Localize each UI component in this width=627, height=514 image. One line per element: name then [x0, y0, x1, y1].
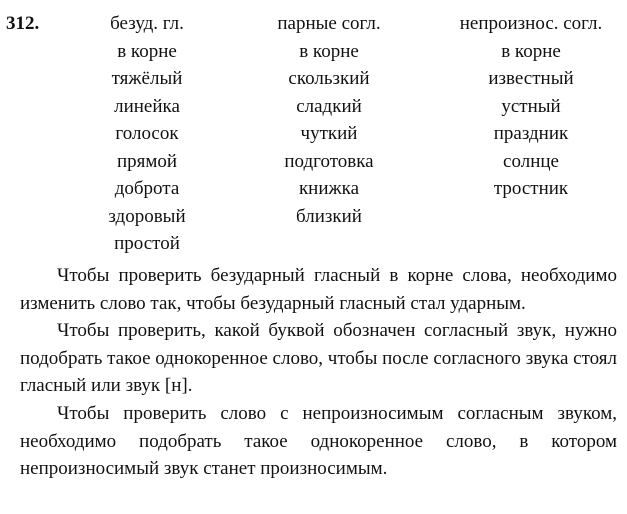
word-item: книжка — [298, 178, 360, 199]
rule-paired-consonant: Чтобы проверить, какой буквой обозначен согласный звук, нужно подобрать такое однокоренное слово, чтобы после согласного звука стоял гласный или звук [н]. — [20, 320, 617, 397]
column-header: непроизнос. согл. — [459, 13, 603, 34]
word-item: подготовка — [284, 150, 374, 172]
word-item: скользкий — [288, 68, 370, 89]
column-unstressed-vowels — [82, 10, 212, 258]
word-item: близкий — [296, 205, 362, 227]
word-item: чуткий — [300, 123, 358, 144]
word-item: прямой — [116, 150, 178, 172]
word-item: известный — [488, 68, 574, 89]
word-item: простой — [114, 233, 180, 254]
column-silent-consonants — [440, 10, 622, 203]
rule-unstressed-vowel: Чтобы проверить безударный гласный в корне слова, необходимо изменить слово так, чтобы безударный гласный стал ударным. — [20, 265, 617, 314]
column-header-subline: в корне — [501, 40, 561, 62]
column-header-subline: в корне — [117, 40, 177, 62]
column-paired-consonants — [254, 10, 404, 230]
column-header: парные согл. — [277, 13, 381, 34]
rule-silent-consonant: Чтобы проверить слово с непроизносимым согласным звуком, необходимо подобрать такое однокоренное слово, в котором непроизносимый звук станет произносимым. — [20, 402, 617, 480]
column-header: безуд. гл. — [110, 13, 184, 34]
word-item: сладкий — [296, 95, 362, 117]
word-item: устный — [501, 95, 561, 117]
rules-text — [20, 262, 617, 483]
column-header-subline: в корне — [299, 40, 359, 62]
word-item: солнце — [503, 150, 559, 172]
word-item: праздник — [493, 123, 569, 144]
word-item: голосок — [115, 123, 179, 144]
word-item: доброта — [114, 178, 180, 199]
word-item: тростник — [493, 178, 569, 199]
word-item: тяжёлый — [111, 68, 183, 89]
exercise-number: 312. — [6, 13, 40, 34]
word-item: линейка — [114, 95, 180, 117]
word-item: здоровый — [108, 205, 186, 227]
